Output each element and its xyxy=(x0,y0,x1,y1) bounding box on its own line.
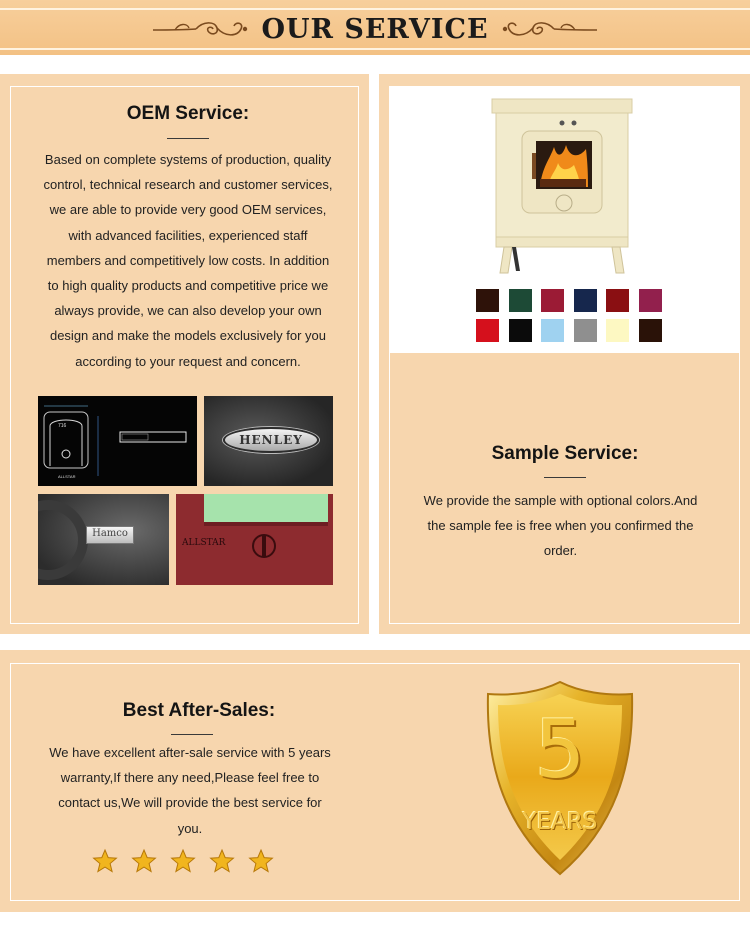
allstar-vent-slot xyxy=(262,536,266,556)
text-line: with advanced facilities, experienced staff xyxy=(68,227,308,243)
text-line: members and competitively low costs. In addition xyxy=(46,252,330,268)
text-line: contact us,We will provide the best service for xyxy=(58,795,322,811)
text-line: the sample fee is free when you confirmed the xyxy=(427,518,694,534)
color-swatch[interactable] xyxy=(541,289,564,312)
right-flourish-icon xyxy=(499,17,599,41)
color-swatch[interactable] xyxy=(476,289,499,312)
hamco-ring xyxy=(38,500,88,580)
cad-label-a: 716 xyxy=(58,423,67,429)
oem-text xyxy=(20,147,356,374)
text-line: control, technical research and customer services, xyxy=(43,177,333,193)
text-line: warranty,If there any need,Please feel free to xyxy=(60,770,320,786)
text-line: we are able to provide very good OEM services, xyxy=(49,202,327,218)
text-line: always provide, we can also develop your own xyxy=(54,303,322,319)
oem-title-rule xyxy=(167,138,209,139)
allstar-text: ALLSTAR xyxy=(182,538,226,548)
cad-drawing-image xyxy=(38,396,197,486)
hamco-badge-text: Hamco xyxy=(92,528,128,539)
star-icon xyxy=(92,848,118,874)
page-title: OUR SERVICE xyxy=(261,13,489,45)
aftersales-text xyxy=(25,740,355,841)
text-line: to high quality products and competitive price we xyxy=(47,278,329,294)
sample-title: Sample Service: xyxy=(491,443,639,464)
text-line: design and make the models exclusively for you xyxy=(49,328,327,344)
rating-stars xyxy=(92,848,274,874)
hamco-plate-photo xyxy=(38,494,169,585)
color-swatch[interactable] xyxy=(606,319,629,342)
henley-badge xyxy=(223,427,319,453)
warranty-number: 5 xyxy=(534,703,586,796)
color-swatch[interactable] xyxy=(639,319,662,342)
color-swatch[interactable] xyxy=(541,319,564,342)
cad-drawing-photo xyxy=(38,396,197,486)
left-flourish-icon xyxy=(151,17,251,41)
header-banner xyxy=(0,0,750,58)
color-swatch[interactable] xyxy=(639,289,662,312)
warranty-years: YEARS xyxy=(522,809,598,835)
sample-title-rule xyxy=(544,477,586,478)
aftersales-title-rule xyxy=(171,734,213,735)
aftersales-title: Best After-Sales: xyxy=(122,700,276,721)
sample-text xyxy=(398,488,723,564)
hamco-badge xyxy=(86,526,134,544)
stove-image xyxy=(390,87,739,287)
header-band xyxy=(0,8,750,50)
text-line: you. xyxy=(177,820,203,836)
color-swatch[interactable] xyxy=(509,289,532,312)
text-line: order. xyxy=(543,543,578,559)
text-line: according to your request and concern. xyxy=(75,353,301,369)
oem-title: OEM Service: xyxy=(126,103,250,124)
text-line: Based on complete systems of production, quality xyxy=(44,152,332,167)
star-icon xyxy=(248,848,274,874)
color-swatch[interactable] xyxy=(509,319,532,342)
star-icon xyxy=(209,848,235,874)
color-swatch[interactable] xyxy=(476,319,499,342)
text-line: We have excellent after-sale service with 5 years xyxy=(49,745,331,760)
star-icon xyxy=(170,848,196,874)
stove-image-box xyxy=(390,87,739,353)
color-swatch[interactable] xyxy=(606,289,629,312)
text-line: We provide the sample with optional colors.And xyxy=(423,493,698,508)
star-icon xyxy=(131,848,157,874)
allstar-door-photo xyxy=(176,494,333,585)
henley-badge-photo xyxy=(204,396,333,486)
allstar-window xyxy=(204,494,328,526)
henley-badge-text: HENLEY xyxy=(239,433,303,447)
color-swatch[interactable] xyxy=(574,319,597,342)
cad-label-b: ALLSTAR xyxy=(58,474,76,479)
color-swatch[interactable] xyxy=(574,289,597,312)
